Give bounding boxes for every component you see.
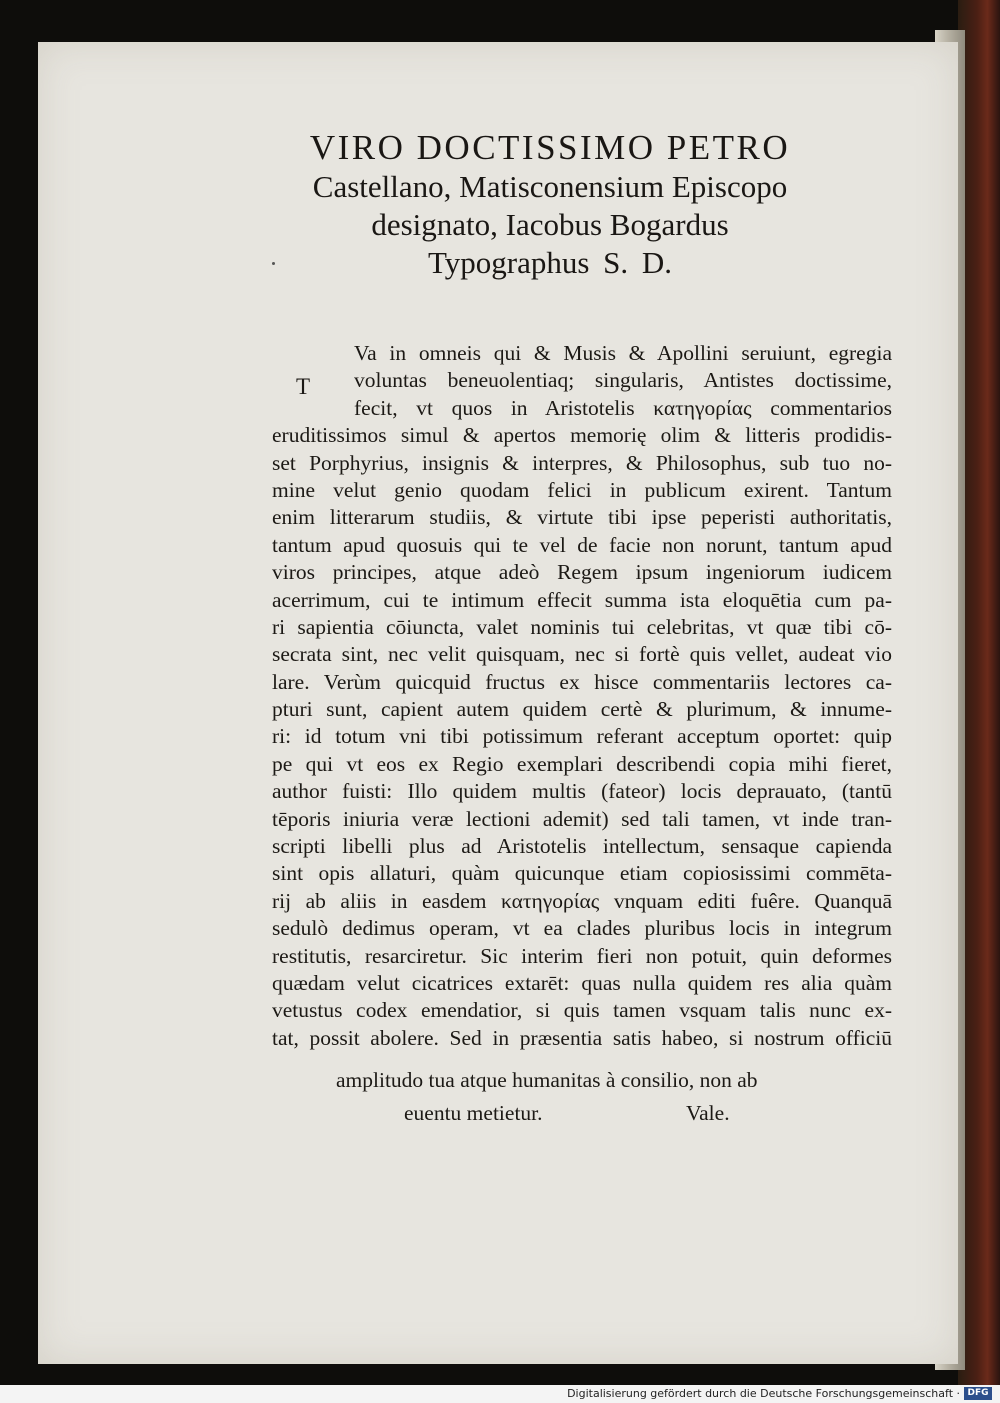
body-line: Va in omneis qui & Musis & Apollini seruiunt, egregia: [354, 341, 892, 365]
body-line: vetustus codex emendatior, si quis tamen vsquam talis nunc ex-: [272, 998, 892, 1023]
closing-line-1: amplitudo tua atque humanitas à consilio, non ab: [336, 1068, 758, 1092]
body-line: enim litterarum studiis, & virtute tibi ipse peperisti authoritatis,: [272, 505, 892, 530]
footer-credit: Digitalisierung gefördert durch die Deutsche Forschungsgemeinschaft ·: [567, 1387, 960, 1400]
dedication-heading: [250, 128, 850, 282]
body-line: lare. Verùm quicquid fructus ex hisce commentariis lectores ca-: [272, 669, 892, 694]
body-line: pe qui vt eos ex Regio exemplari describendi copia mihi fieret,: [272, 751, 892, 776]
drop-initial: T: [296, 374, 311, 399]
body-line: sint opis allaturi, quàm quicunque etiam copiosissimi commēta-: [272, 861, 892, 886]
body-line: pturi sunt, capient autem quidem certè & plurimum, & innume-: [272, 697, 892, 722]
body-line: viros principes, atque adeò Regem ipsum ingeniorum iudicem: [272, 560, 892, 585]
dfg-logo: DFG: [964, 1387, 992, 1400]
heading-line-1: VIRO DOCTISSIMO PETRO: [309, 128, 791, 167]
body-line: eruditissimos simul & apertos memorię olim & litteris prodidis-: [272, 423, 892, 448]
body-line: scripti libelli plus ad Aristotelis intellectum, sensaque capienda: [272, 834, 892, 859]
closing-valediction: Vale.: [686, 1101, 730, 1125]
body-line: quædam velut cicatrices extarēt: quas nulla quidem res alia quàm: [272, 970, 892, 995]
body-line: tat, possit abolere. Sed in præsentia satis habeo, si nostrum officiū: [272, 1025, 892, 1050]
body-line: ri: id totum vni tibi potissimum referant acceptum oportet: quip: [272, 724, 892, 749]
body-line: author fuisti: Illo quidem multis (fateor) locis deprauato, (tantū: [272, 779, 892, 804]
closing-line-2a: euentu metietur.: [404, 1101, 543, 1125]
body-line: secrata sint, nec velit quisquam, nec si fortè quis vellet, audeat vio: [272, 642, 892, 667]
heading-line-4: Typographus S. D.: [427, 245, 673, 280]
body-line: tantum apud quosuis qui te vel de facie non norunt, tantum apud: [272, 532, 892, 557]
body-line: fecit, vt quos in Aristotelis κατηγορίας commentarios: [354, 395, 892, 420]
body-line: acerrimum, cui te intimum effecit summa ista eloquētia cum pa-: [272, 587, 892, 612]
body-line: rij ab aliis in easdem κατηγορίας vnquam editi fuêre. Quanquā: [272, 888, 892, 913]
body-line: sedulò dedimus operam, vt ea clades pluribus locis in integrum: [272, 916, 892, 941]
body-line: tēporis iniuria veræ lectioni ademit) sed tali tamen, vt inde tran-: [272, 806, 892, 831]
body-line: restitutis, resarciretur. Sic interim fieri non potuit, quin deformes: [272, 943, 892, 968]
body-line: ri sapientia cōiuncta, valet nominis tui celebritas, vt quæ tibi cō-: [272, 614, 892, 639]
letter-body: [272, 340, 892, 1052]
body-line: voluntas beneuolentiaq; singularis, Antistes doctissime,: [354, 368, 892, 393]
body-line: mine velut genio quodam felici in publicum exirent. Tantum: [272, 477, 892, 502]
heading-line-3: designato, Iacobus Bogardus: [371, 207, 729, 242]
heading-line-2: Castellano, Matisconensium Episcopo: [312, 169, 788, 204]
digitization-footer: [0, 1385, 1000, 1403]
body-line: set Porphyrius, insignis & interpres, & Philosophus, sub tuo no-: [272, 450, 892, 475]
